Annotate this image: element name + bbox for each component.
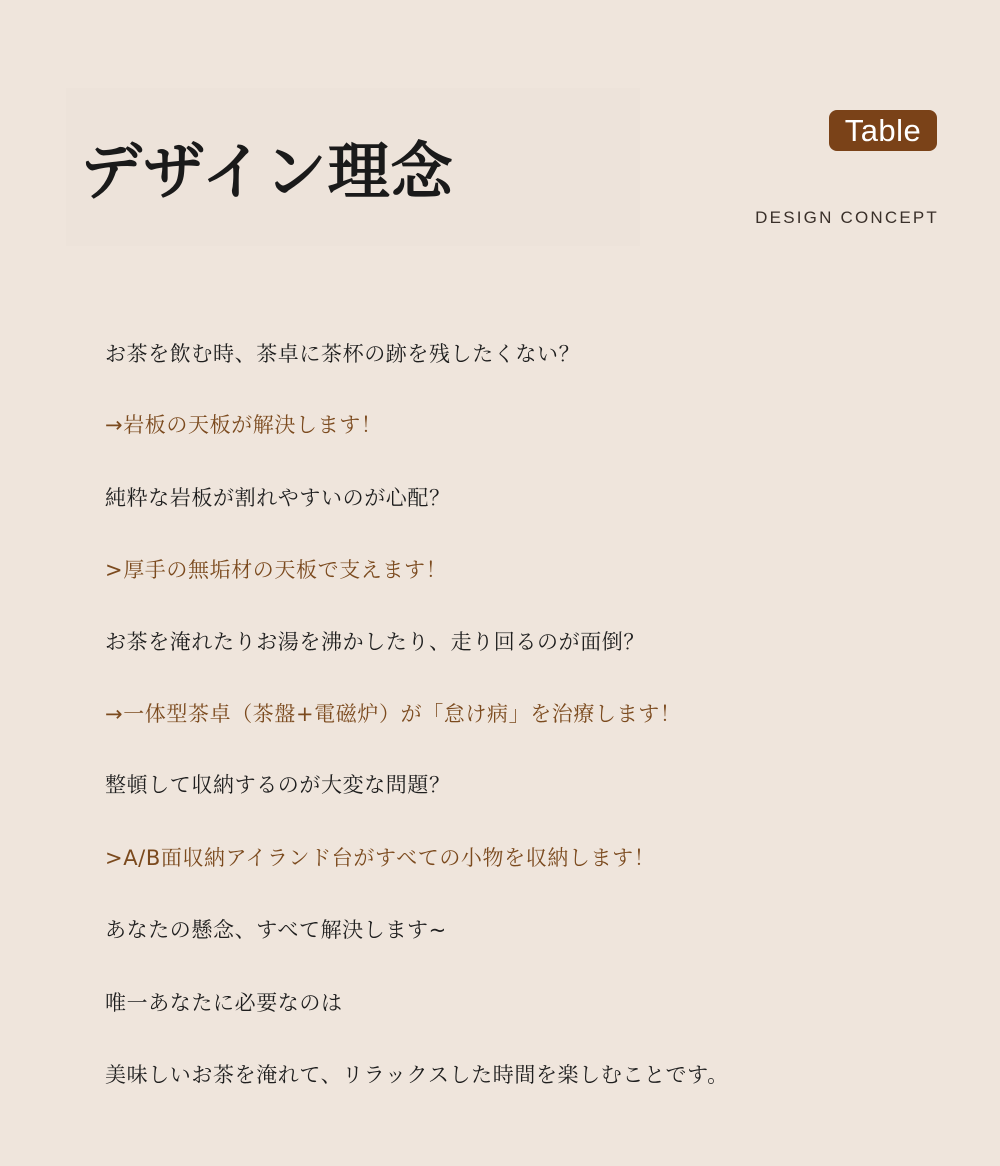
conclusion-line: あなたの懸念、すべて解決します~ [105,918,447,942]
conclusion-line: 美味しいお茶を淹れて、リラックスした時間を楽しむことです。 [105,1063,729,1087]
question-line: お茶を飲む時、茶卓に茶杯の跡を残したくない？ [105,342,581,366]
page-title: デザイン理念 [80,135,454,208]
answer-line: →一体型茶卓（茶盤+電磁炉）が「怠け病」を治療します！ [105,702,682,726]
answer-line: →岩板の天板が解決します！ [105,413,383,437]
question-line: お茶を淹れたりお湯を沸かしたり、走り回るのが面倒？ [105,630,645,654]
answer-line: >A/B面収納アイランド台がすべての小物を収納します！ [105,846,656,870]
conclusion-line: 唯一あなたに必要なのは [105,991,343,1015]
question-line: 純粋な岩板が割れやすいのが心配？ [105,486,451,510]
category-badge: Table [829,110,937,151]
page-subtitle: DESIGN CONCEPT [755,208,939,227]
answer-line: >厚手の無垢材の天板で支えます！ [105,558,448,582]
question-line: 整頓して収納するのが大変な問題？ [105,773,451,797]
